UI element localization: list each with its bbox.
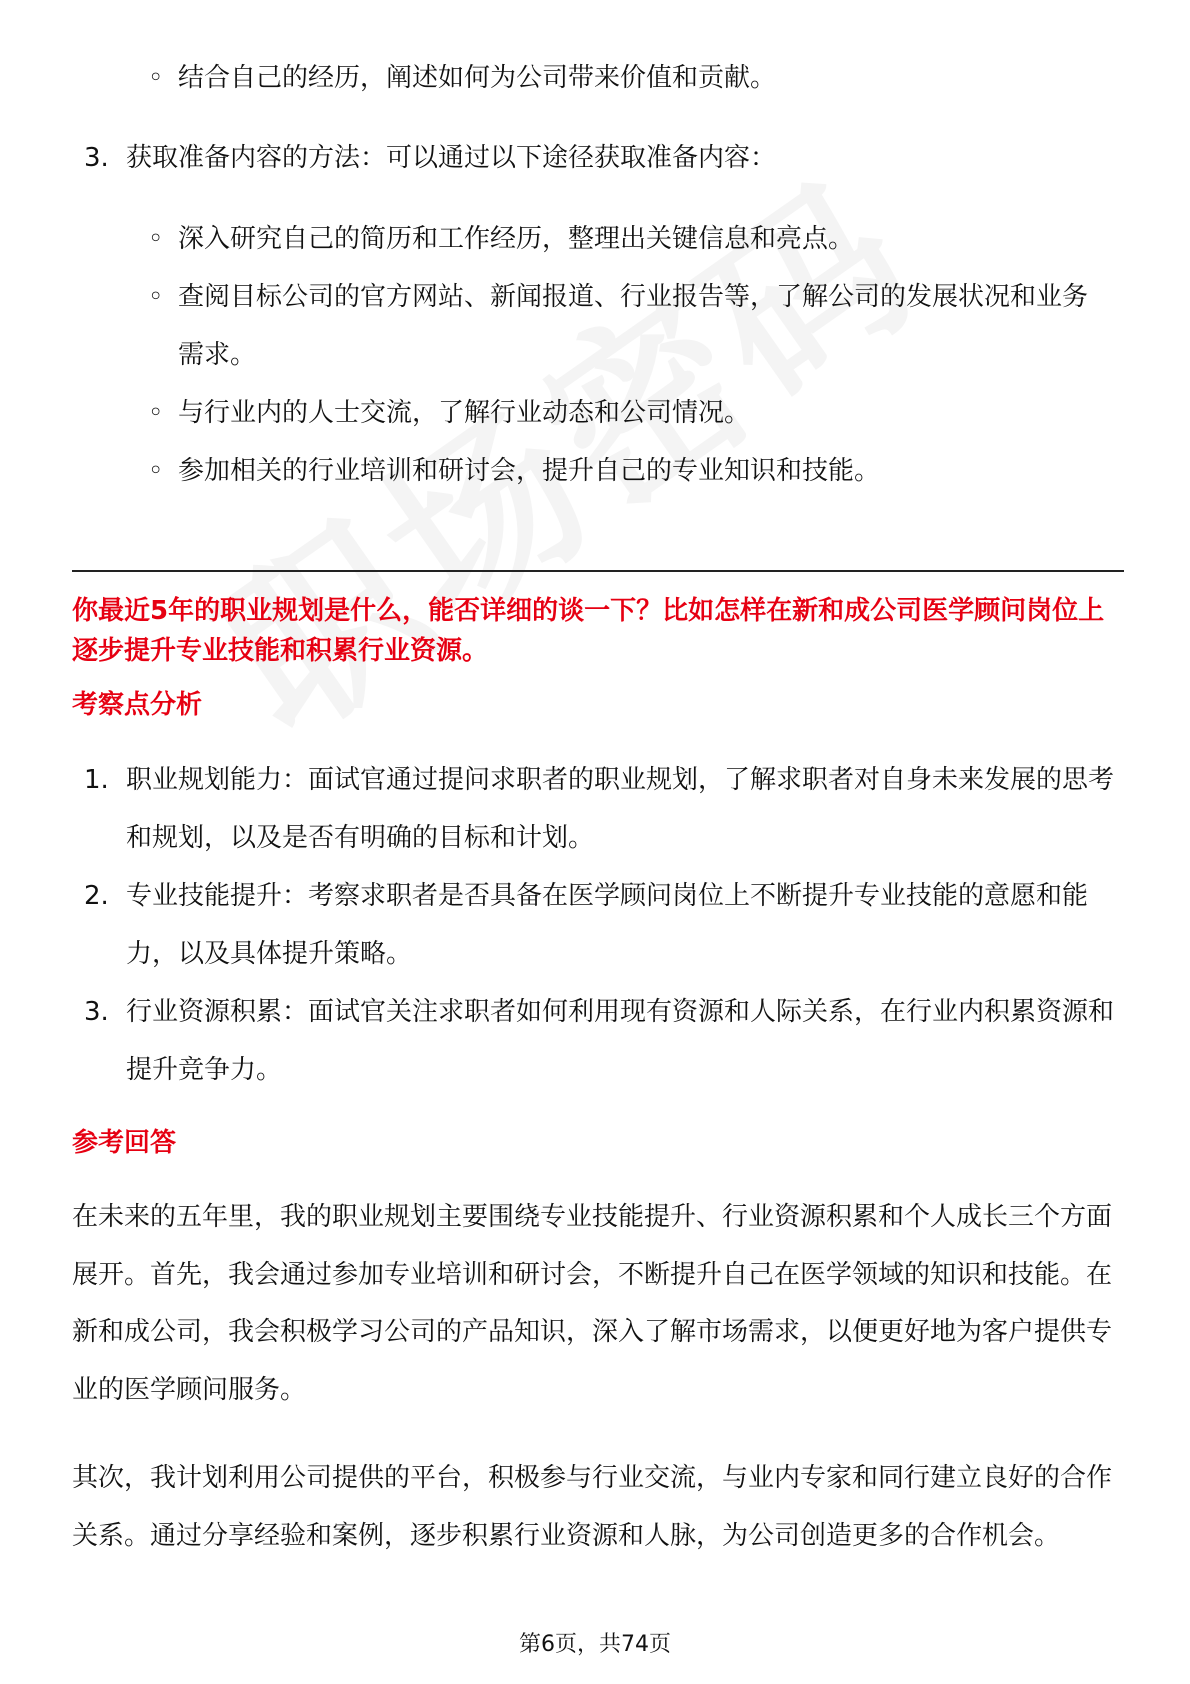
bullet-icon: ◦ [148,456,164,486]
bullet-icon: ◦ [148,63,164,93]
list-item-text: 结合自己的经历，阐述如何为公司带来价值和贡献。 [178,63,777,93]
list-item [148,442,1108,500]
list-item-text: 行业资源积累：面试官关注求职者如何利用现有资源和人际关系，在行业内积累资源和提升竞争力。 [126,997,1115,1085]
bullet-icon: ◦ [148,398,164,428]
list-item [84,129,1114,187]
list-number: 1. [84,765,109,795]
list-number: 3. [84,143,109,173]
list-number: 3. [84,997,109,1027]
section-divider [72,570,1124,572]
answer-paragraph-1: 在未来的五年里，我的职业规划主要围绕专业技能提升、行业资源积累和个人成长三个方面展开。首先，我会通过参加专业培训和研讨会，不断提升自己在医学领域的知识和技能。在新和成公司，我会积极学习公司的产品知识，深入了解市场需求，以便更好地为客户提供专业的医学顾问服务。 [72,1202,1113,1405]
bullet-icon: ◦ [148,224,164,254]
list-item [148,268,1108,384]
list-item-text: 深入研究自己的简历和工作经历，整理出关键信息和亮点。 [178,224,855,254]
answer-title: 参考回答 [72,1128,177,1158]
section3-bullet-list [148,210,1108,500]
analysis-list [84,751,1114,1099]
answer-paragraph-2: 其次，我计划利用公司提供的平台，积极参与行业交流，与业内专家和同行建立良好的合作关系。通过分享经验和案例，逐步积累行业资源和人脉，为公司创造更多的合作机会。 [72,1463,1113,1551]
list-item [84,867,1114,983]
list-item-text: 与行业内的人士交流，了解行业动态和公司情况。 [178,398,751,428]
list-item [84,751,1114,867]
bullet-icon: ◦ [148,282,164,312]
section3-list [84,129,1114,187]
list-item-text: 参加相关的行业培训和研讨会，提升自己的专业知识和技能。 [178,456,881,486]
list-item [148,49,1108,107]
interview-question: 你最近5年的职业规划是什么，能否详细的谈一下？比如怎样在新和成公司医学顾问岗位上逐步提升专业技能和积累行业资源。 [72,596,1105,666]
top-bullet-list [148,49,1108,107]
list-item [148,384,1108,442]
list-item-text: 获取准备内容的方法：可以通过以下途径获取准备内容： [126,143,777,173]
analysis-title: 考察点分析 [72,690,203,720]
list-number: 2. [84,881,109,911]
list-item [148,210,1108,268]
list-item [84,983,1114,1099]
page-footer: 第6页，共74页 [519,1632,671,1657]
list-item-text: 职业规划能力：面试官通过提问求职者的职业规划，了解求职者对自身未来发展的思考和规划，以及是否有明确的目标和计划。 [126,765,1115,853]
list-item-text: 查阅目标公司的官方网站、新闻报道、行业报告等，了解公司的发展状况和业务需求。 [178,282,1089,370]
list-item-text: 专业技能提升：考察求职者是否具备在医学顾问岗位上不断提升专业技能的意愿和能力，以及具体提升策略。 [126,881,1089,969]
